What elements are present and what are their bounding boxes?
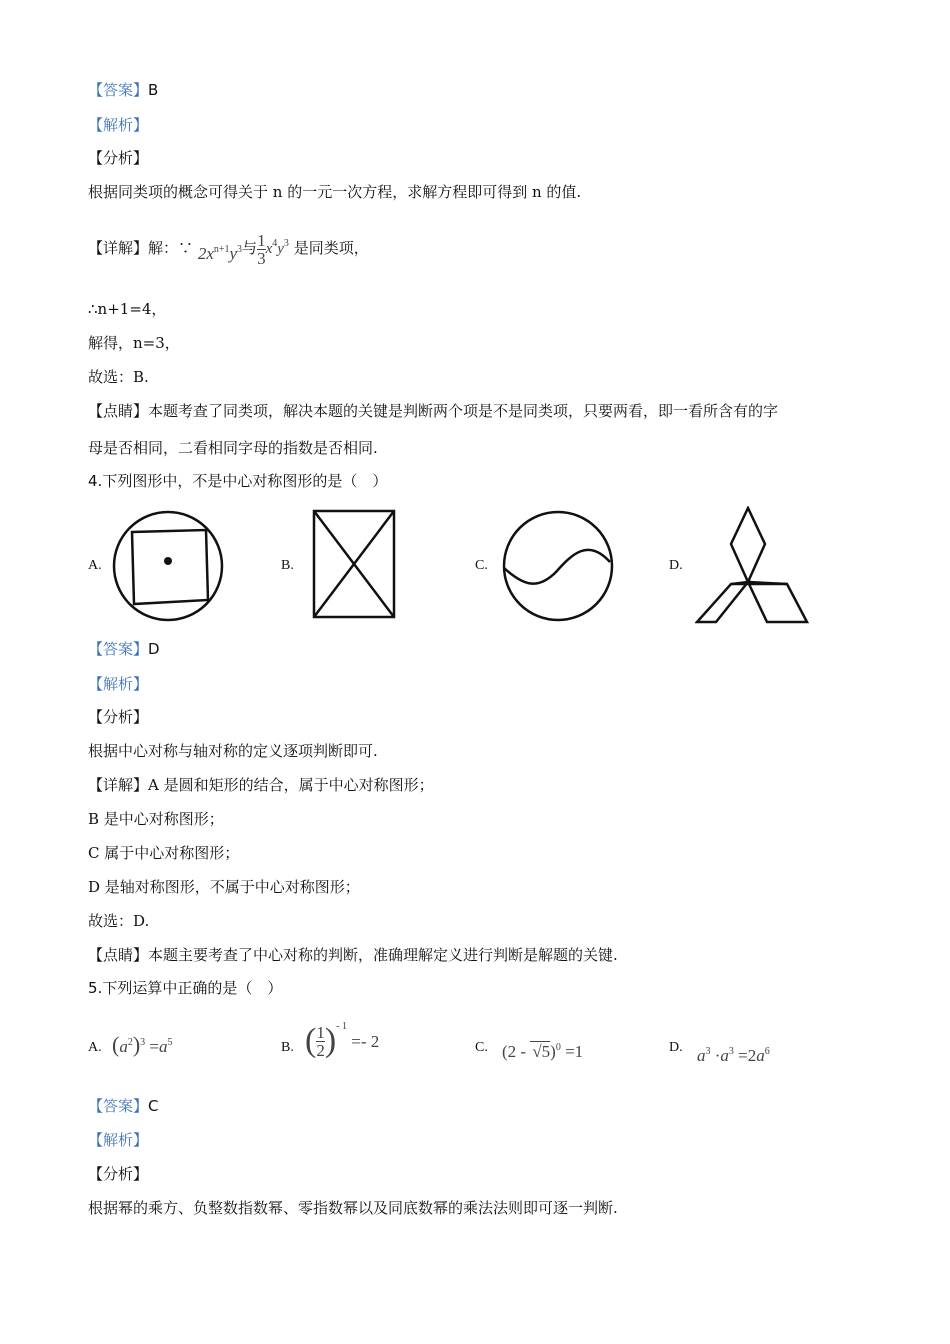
fenxi-text: 根据中心对称与轴对称的定义逐项判断即可. <box>88 742 378 760</box>
dianjing-line-1 <box>88 401 778 421</box>
dianjing-line-2: 母是否相同，二看相同字母的指数是否相同. <box>88 439 378 457</box>
dianjing-tag: 【点睛】 <box>88 402 149 420</box>
option-d-label: D. <box>669 1040 683 1055</box>
detail-b: B 是中心对称图形； <box>88 810 224 828</box>
step-3: 故选：B. <box>88 368 149 386</box>
question-number: 5 <box>88 979 98 997</box>
option-a-label: A. <box>88 1040 102 1055</box>
dianjing-text: 本题主要考查了中心对称的判断，准确理解定义进行判断是解题的关键. <box>148 946 618 964</box>
fenxi-text: 根据幂的乘方、负整数指数幂、零指数幂以及同底数幂的乘法法则即可逐一判断. <box>88 1199 618 1217</box>
answer-value: D <box>148 640 160 658</box>
option-d-label: D. <box>669 558 683 573</box>
answer-line-4 <box>88 639 160 659</box>
answer-value: C <box>148 1097 159 1115</box>
fenxi-tag: 【分析】 <box>88 149 149 167</box>
dianjing-text-1: 本题考查了同类项，解决本题的关键是判断两个项是不是同类项，只要两看，即一看所含有的字 <box>148 402 779 420</box>
option-b-label: B. <box>281 558 294 573</box>
option-b-formula: ( $\frac{1}{2}$ )$^{- 1}$ =- 2 <box>305 1021 380 1060</box>
answer-line <box>88 80 158 100</box>
question-number: 4 <box>88 472 98 490</box>
figure-b-rectangle-diagonals <box>310 508 398 620</box>
choose-line: 故选：D. <box>88 912 150 930</box>
step-2: 解得，n=3， <box>88 334 180 352</box>
question-4 <box>88 471 387 491</box>
fenxi-text: 根据同类项的概念可得关于 n 的一元一次方程，求解方程即可得到 n 的值. <box>88 183 582 201</box>
option-d-formula: $a^3 \cdot a^3 =2a^6$ <box>697 1046 770 1065</box>
analysis-tag: 【解析】 <box>88 1131 149 1149</box>
question-5 <box>88 978 282 998</box>
detail-tag: 【详解】 <box>88 238 149 257</box>
option-c-formula: (2 - √5)$^0$ =1 <box>502 1042 584 1061</box>
option-c-label: C. <box>475 1040 488 1055</box>
figure-c-circle-wave <box>500 508 616 624</box>
detail-tag: 【详解】 <box>88 776 149 794</box>
option-c-label: C. <box>475 558 488 573</box>
fenxi-tag: 【分析】 <box>88 1165 149 1183</box>
detail-suffix: 是同类项， <box>293 238 369 257</box>
dianjing-line-4 <box>88 945 618 965</box>
detail-prefix: 解：∵ <box>148 238 194 257</box>
answer-line-5 <box>88 1096 159 1116</box>
answer-tag: 【答案】 <box>88 640 149 658</box>
analysis-tag: 【解析】 <box>88 116 149 134</box>
figure-d-three-rhombi <box>695 506 813 626</box>
option-a-formula: $(a^2)^3 =a^5$ <box>112 1032 173 1057</box>
question-text: .下列图形中，不是中心对称图形的是（ ） <box>97 472 388 490</box>
option-a-label: A. <box>88 558 102 573</box>
answer-value: B <box>148 81 159 99</box>
answer-tag: 【答案】 <box>88 81 149 99</box>
detail-text: A 是圆和矩形的结合，属于中心对称图形； <box>148 776 434 794</box>
step-1: ∴n+1=4， <box>88 300 167 318</box>
detail-line-4 <box>88 775 434 795</box>
detail-c: C 属于中心对称图形； <box>88 844 240 862</box>
analysis-tag: 【解析】 <box>88 675 149 693</box>
detail-mid: 与 <box>242 238 258 257</box>
detail-line <box>88 232 369 272</box>
math-expression-2: $\frac{1}{3}$ $x^4y^3$ <box>257 231 289 268</box>
answer-tag: 【答案】 <box>88 1097 149 1115</box>
question-text: .下列运算中正确的是（ ） <box>97 979 283 997</box>
option-b-label: B. <box>281 1040 294 1055</box>
detail-d: D 是轴对称图形，不属于中心对称图形； <box>88 878 360 896</box>
dianjing-tag: 【点睛】 <box>88 946 149 964</box>
math-expression-1: $2x^{n+1}y^3$ <box>197 243 243 263</box>
figure-a-circle-square <box>110 508 228 626</box>
fenxi-tag: 【分析】 <box>88 708 149 726</box>
